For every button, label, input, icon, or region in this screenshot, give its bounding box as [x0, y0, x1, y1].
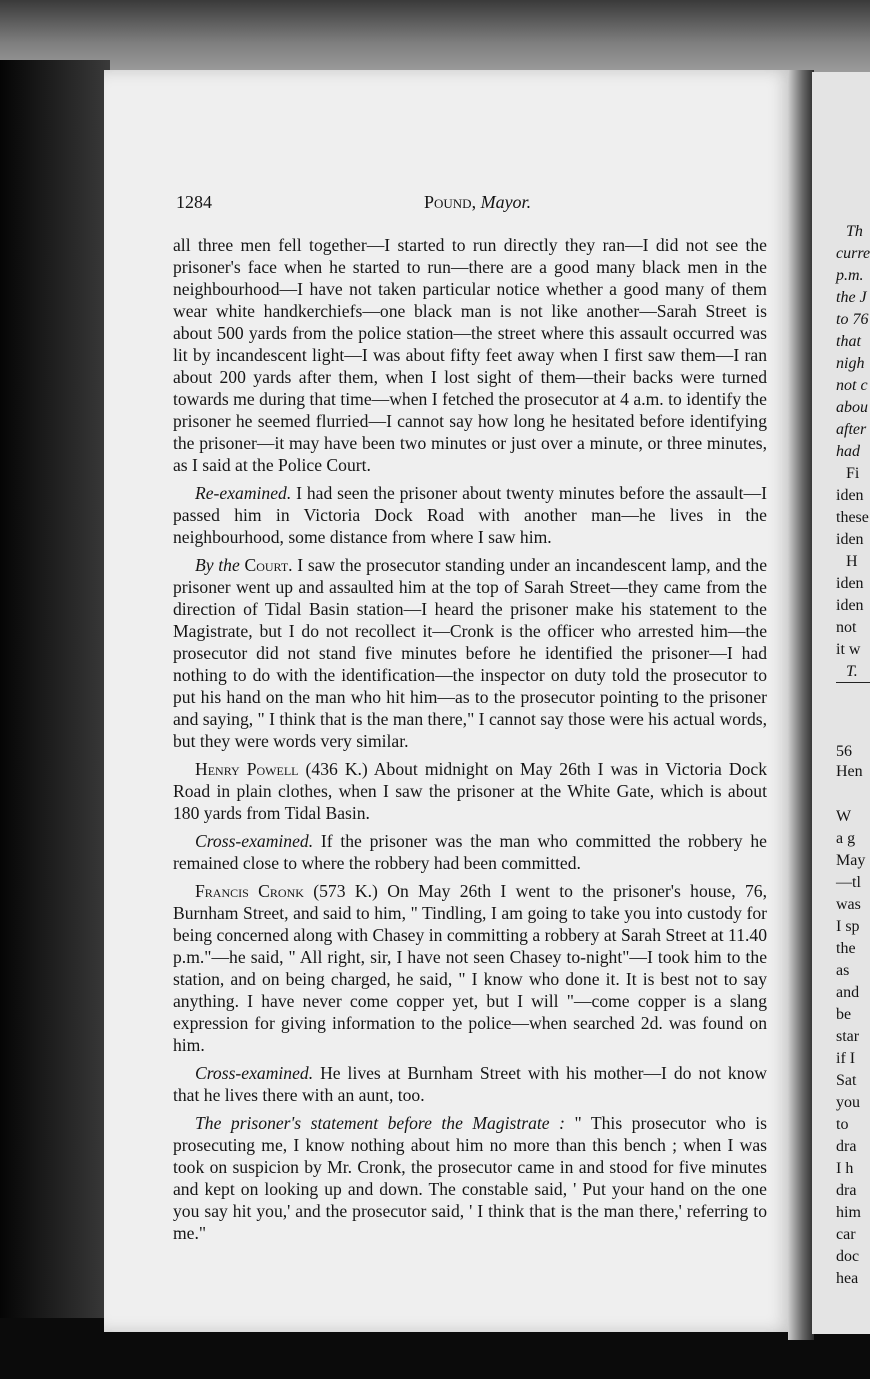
page-title-role: Mayor. [480, 192, 532, 212]
facing-page-text: not c [836, 377, 868, 394]
facing-page-text: hea [836, 1270, 859, 1287]
facing-page-text: not [836, 619, 857, 636]
facing-page-text: iden [836, 597, 864, 614]
page-title [424, 192, 531, 213]
paragraph [173, 1062, 767, 1106]
paragraph [173, 758, 767, 824]
facing-page-text: curre [836, 245, 870, 262]
page-title-separator: , [471, 192, 481, 212]
facing-page-text: dra [836, 1138, 857, 1155]
paragraph [173, 482, 767, 548]
facing-page-text: May [836, 852, 866, 869]
paragraph-lead: Re-examined. [195, 483, 292, 503]
facing-page-text: iden [836, 531, 864, 548]
facing-page-text: Hen [836, 763, 863, 780]
facing-page-text: 56 [836, 743, 852, 760]
facing-page-text: abou [836, 399, 868, 416]
facing-page-fragment [812, 72, 870, 1334]
page-title-name: Pound [424, 192, 472, 212]
paragraph-text: " This prosecutor who is prosecuting me, I know nothing about him no more than this bench ; when I was took on suspicion by Mr. Cronk, the prosecutor came in and stood for five minutes and kept on looking up and down. The constable said, ' Put your hand on the one you say hit you,' and the prosecutor said, ' I think that is the man there,' referring to me." [173, 1113, 767, 1243]
paragraph [173, 830, 767, 874]
facing-page-rule [836, 682, 870, 683]
facing-page-text: was [836, 896, 861, 913]
facing-page-text: a g [836, 830, 856, 847]
facing-page-text: —tl [836, 874, 861, 891]
facing-page-text: star [836, 1028, 860, 1045]
paragraph-text: If the prisoner was the man who committed the robbery he remained close to where the robbery had been committed. [173, 831, 767, 873]
facing-page-text: him [836, 1204, 861, 1221]
facing-page-text: that [836, 333, 861, 350]
paragraph-lead: Cross-examined. [195, 1063, 314, 1083]
speaker-name: Court. [244, 555, 293, 575]
facing-page-text: nigh [836, 355, 865, 372]
facing-page-text: these [836, 509, 869, 526]
facing-page-text: after [836, 421, 867, 438]
page-number: 1284 [176, 192, 212, 212]
facing-page-text: as [836, 962, 850, 979]
paragraph-lead: Cross-examined. [195, 831, 314, 851]
paragraph-text: all three men fell together—I started to run directly they ran—I did not see the prisoner's face when he started to run—there are a good many black men in the neighbourhood—I have not taken particular notice whether a good many of them wear white handkerchiefs—one black man is not like another—Sarah Street is about 500 yards from the police station—the street where this assault occurred was lit by incandescent light—I was about fifty feet away when I first saw them—I ran about 200 yards after them, when I lost sight of them—their backs were turned towards me during that time—when I fetched the prosecutor at 4 a.m. to identify the prisoner he seemed flurried—I cannot say how long he hesitated before identifying the prisoner—it may have been two minutes or just over a minute, or three minutes, as I said at the Police Court. [173, 235, 767, 475]
book-gutter [788, 70, 814, 1340]
running-head [176, 192, 766, 218]
facing-page-text: Fi [846, 465, 860, 482]
paragraph [173, 554, 767, 752]
paragraph-text: He lives at Burnham Street with his mother—I do not know that he lives there with an aunt, too. [173, 1063, 767, 1105]
paragraph-text: I had seen the prisoner about twenty minutes before the assault—I passed him in Victoria Dock Road with another man—he lives in the neighbourhood, some distance from where I saw him. [173, 483, 767, 547]
paragraph-text: I saw the prosecutor standing under an incandescent lamp, and the prisoner went up and assaulted him at the top of Sarah Street—they came from the direction of Tidal Basin station—I heard the prisoner make his statement to the Magistrate, but I do not recollect it—Cronk is the officer who arrested him—the prosecutor did not stand five minutes before he identified the prisoner—I had nothing to do with the identification—the inspector on duty told the prosecutor to put his hand on the man who hit him—as to the prosecutor pointing to the prisoner and saying, " I think that is the man there," I cannot say those were his actual words, but they were words very similar. [173, 555, 767, 751]
facing-page-text: it w [836, 641, 861, 658]
facing-page-text: if I [836, 1050, 856, 1067]
facing-page-text: T. [846, 663, 858, 680]
paragraph-text: (573 K.) On May 26th I went to the prisoner's house, 76, Burnham Street, and said to him, " Tindling, I am going to take you into custody for being concerned along with Chasey in committing a robbery at Sarah Street at 11.40 p.m."—he said, " All right, sir, I have not seen Chasey to-night"—I took him to the station, and on being charged, he said, " I know who done it. It is best not to say anything. I have never come copper yet, but I will "—come copper is a slang expression for giving information to the police—when searched 2d. was found on him. [173, 881, 767, 1055]
facing-page-text: doc [836, 1248, 860, 1265]
witness-name: Francis Cronk [195, 881, 304, 901]
facing-page-text: iden [836, 575, 864, 592]
facing-page-text: be [836, 1006, 852, 1023]
facing-page-text: you [836, 1094, 860, 1111]
book-spine-edge [0, 60, 110, 1379]
witness-name: Henry Powell [195, 759, 299, 779]
facing-page-text: H [846, 553, 858, 570]
facing-page-text: Sat [836, 1072, 857, 1089]
facing-page-text: Th [846, 223, 863, 240]
facing-page-text: had [836, 443, 860, 460]
paragraph-lead: The prisoner's statement before the Magistrate : [195, 1113, 565, 1133]
facing-page-text: to 76 [836, 311, 869, 328]
paragraph-text: (436 K.) About midnight on May 26th I was in Victoria Dock Road in plain clothes, when I saw the prisoner at the White Gate, which is about 180 yards from Tidal Basin. [173, 759, 767, 823]
paragraph [173, 234, 767, 476]
facing-page-text: dra [836, 1182, 857, 1199]
facing-page-text: the J [836, 289, 867, 306]
facing-page-text: iden [836, 487, 864, 504]
facing-page-text: the [836, 940, 856, 957]
facing-page-text: I h [836, 1160, 854, 1177]
body-text [173, 234, 767, 1250]
paragraph [173, 1112, 767, 1244]
facing-page-text: and [836, 984, 860, 1001]
facing-page-text: car [836, 1226, 856, 1243]
facing-page-text: W [836, 808, 852, 825]
facing-page-text: to [836, 1116, 849, 1133]
facing-page-text: I sp [836, 918, 860, 935]
paragraph [173, 880, 767, 1056]
facing-page-text: p.m. [836, 267, 864, 284]
paragraph-lead: By the [195, 555, 245, 575]
